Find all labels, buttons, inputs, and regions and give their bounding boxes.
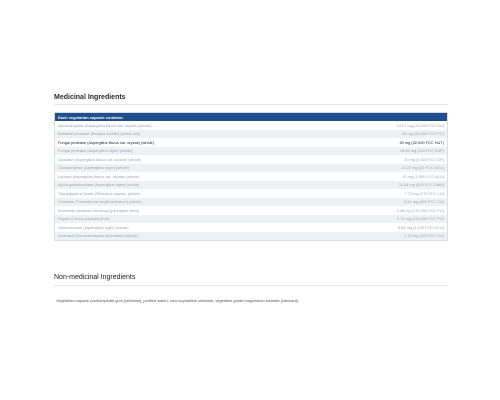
table-row xyxy=(55,130,448,139)
ingredient-amount: 15.27 mg (22 FCC AGU) xyxy=(251,164,448,173)
table-row xyxy=(55,223,448,232)
non-medicinal-ingredients-text: Vegetarian capsule (carbohydrate gum [cellulose], purified water), microcrystalline cellulose, vegetable grade magnesium stearate (lubricant). xyxy=(56,298,300,303)
table-row xyxy=(55,189,448,198)
ingredient-name: Triacylglycerol lipase (Rhizopus oryzae) (whole) xyxy=(55,189,252,198)
ingredient-name: Papain (Carica papaya) (fruit) xyxy=(55,215,252,224)
ingredient-name: Bacterial protease (Bacillus subtilis) (whole cell) xyxy=(55,130,252,139)
ingredient-name: Fungal protease (Aspergillus flavus var. oryzae) (whole) xyxy=(55,138,252,147)
ingredient-name: Lactase (Aspergillus flavus var. oryzae) (whole) xyxy=(55,172,252,181)
table-row xyxy=(55,198,448,207)
table-row xyxy=(55,121,448,130)
table-row xyxy=(55,164,448,173)
ingredient-amount: 1.75 mg (220 FCC SU) xyxy=(251,232,448,241)
section-divider xyxy=(54,104,448,105)
section-divider xyxy=(54,285,448,286)
ingredient-name: Cellulase (Trichoderma longibrachiatum) (whole) xyxy=(55,198,252,207)
table-header-cell: Each vegetarian capsule contains: xyxy=(55,113,448,122)
table-header-row xyxy=(55,113,448,122)
table-row xyxy=(55,147,448,156)
ingredient-name: Invertase (Saccharomyces cerevisiae) (whole) xyxy=(55,232,252,241)
ingredient-amount: 11.56 mg (200 FCC GalU) xyxy=(251,181,448,190)
ingredient-amount: 0.74 mg (115,000 FCC PU) xyxy=(251,215,448,224)
ingredient-name: Diastase (Aspergillus flavus var. oryzae) (whole) xyxy=(55,155,252,164)
table-row xyxy=(55,215,448,224)
ingredient-name: Fungal protease (Aspergillus niger) (whole) xyxy=(55,147,252,156)
table-row xyxy=(55,155,448,164)
ingredient-amount: 38 mg (58,000 FCC PC) xyxy=(251,130,448,139)
ingredient-amount: 7.72 mg (270 FCC LU) xyxy=(251,189,448,198)
ingredient-amount: 10 mg (1,500 FCC ALU) xyxy=(251,172,448,181)
ingredient-amount: 40 mg (32,000 FCC HUT) xyxy=(251,138,448,147)
ingredient-amount: 25.54 mg (115 FCC SAP) xyxy=(251,147,448,156)
non-medicinal-ingredients-heading: Non-medicinal Ingredients xyxy=(54,274,136,281)
ingredient-amount: 20 mg (4,000 FCC DP) xyxy=(251,155,448,164)
medicinal-ingredients-table xyxy=(54,112,448,241)
table-row xyxy=(55,206,448,215)
ingredient-name: Alpha-amylase (Aspergillus flavus var. oryzae) (whole) xyxy=(55,121,252,130)
table-row xyxy=(55,172,448,181)
ingredient-name: Hemicellulase (Aspergillus niger) (whole) xyxy=(55,223,252,232)
ingredient-amount: 5.64 mg (1,100 FCC HCU) xyxy=(251,223,448,232)
medicinal-ingredients-heading: Medicinal Ingredients xyxy=(54,94,126,101)
table-row xyxy=(55,138,448,147)
table-row xyxy=(55,181,448,190)
ingredient-name: Bromelain (Ananas comosus) (pineapple stem) xyxy=(55,206,252,215)
ingredient-name: Alpha-galactosidase (Aspergillus niger) (whole) xyxy=(55,181,252,190)
ingredient-name: Glucoamylase (Aspergillus niger) (whole) xyxy=(55,164,252,173)
ingredient-amount: 3.41 mg (400 FCC CU) xyxy=(251,198,448,207)
ingredient-amount: 0.48 mg (175,000 FCC PU) xyxy=(251,206,448,215)
ingredient-amount: 14.07 mg (11,000 FCC DU) xyxy=(251,121,448,130)
table-row xyxy=(55,232,448,241)
